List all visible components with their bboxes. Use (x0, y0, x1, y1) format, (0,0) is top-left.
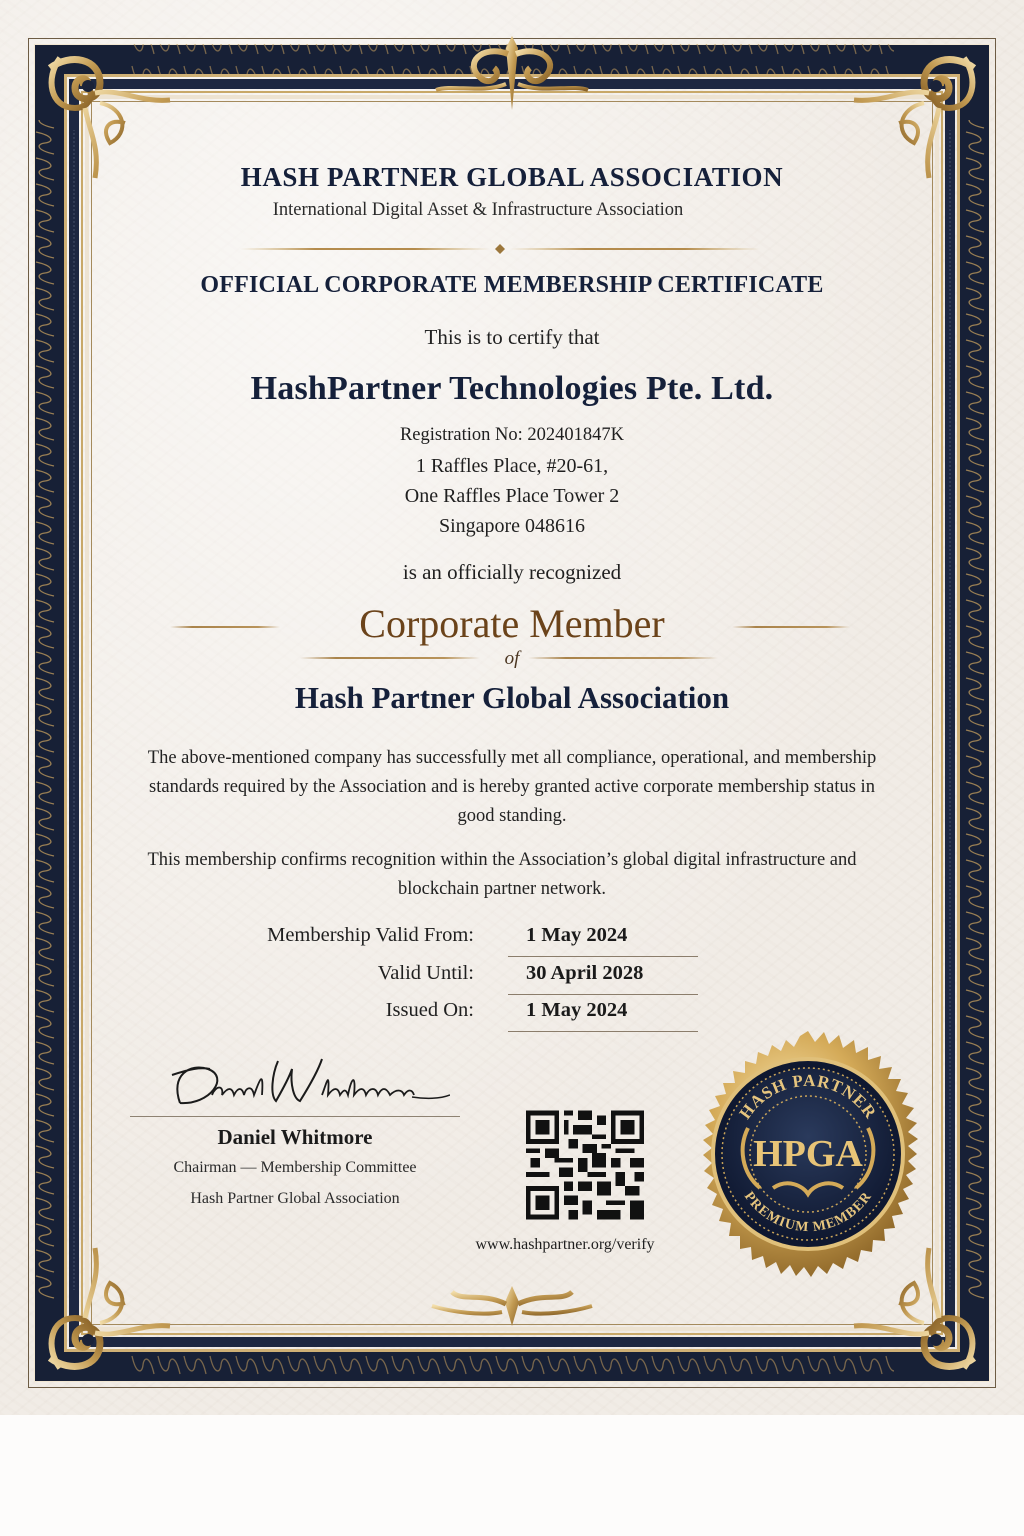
date-value: 30 April 2028 (526, 961, 644, 984)
date-label: Membership Valid From: (267, 924, 474, 946)
date-underline (508, 1031, 698, 1032)
header-divider-icon (240, 244, 760, 254)
signatory-organization: Hash Partner Global Association (190, 1190, 400, 1207)
member-type: Corporate Member (359, 601, 665, 646)
signatory-title: Chairman — Membership Committee (173, 1159, 417, 1176)
seal-center-text: HPGA (753, 1133, 863, 1175)
date-value: 1 May 2024 (526, 924, 628, 946)
association-name: Hash Partner Global Association (294, 680, 730, 715)
registration-number: Registration No: 202401847K (399, 425, 625, 445)
gold-seal-icon (678, 1028, 938, 1278)
company-name: HashPartner Technologies Pte. Ltd. (250, 370, 774, 407)
certify-text: This is to certify that (424, 325, 600, 349)
seal-top-text: HASH PARTNER (735, 1070, 881, 1123)
signatory-name: Daniel Whitmore (217, 1125, 373, 1149)
membership-dates (190, 922, 730, 1035)
date-underline (508, 956, 698, 957)
verify-link[interactable]: www.hashpartner.org/verify (475, 1236, 655, 1253)
date-label: Issued On: (385, 999, 474, 1021)
organization-name: HASH PARTNER GLOBAL ASSOCIATION (240, 162, 784, 192)
date-underline (508, 994, 698, 995)
seal-bottom-text: PREMIUM MEMBER (740, 1189, 876, 1236)
date-row-valid-from (190, 922, 730, 960)
address-line-3: Singapore 048616 (438, 515, 586, 537)
signature-line (130, 1116, 460, 1117)
certificate-heading: OFFICIAL CORPORATE MEMBERSHIP CERTIFICATE (200, 272, 824, 298)
date-row-issued-on (190, 997, 730, 1035)
address-line-2: One Raffles Place Tower 2 (404, 485, 620, 507)
recognition-paragraph: This membership confirms recognition within the Association’s global digital infrastructure and blockchain partner network. (147, 850, 857, 899)
compliance-paragraph: The above-mentioned company has successfully met all compliance, operational, and membership standards required by the Association and is hereby granted active corporate membership status in good standing. (147, 748, 877, 826)
qr-code-icon[interactable] (526, 1110, 644, 1220)
of-text: of (504, 648, 520, 669)
date-value: 1 May 2024 (526, 999, 628, 1021)
recognized-text: is an officially recognized (402, 560, 622, 584)
date-label: Valid Until: (377, 961, 474, 984)
organization-subtitle: International Digital Asset & Infrastructure Association (272, 200, 684, 220)
handwritten-signature-icon (150, 1055, 450, 1115)
address-line-1: 1 Raffles Place, #20-61, (415, 455, 609, 477)
date-row-valid-until (190, 960, 730, 998)
